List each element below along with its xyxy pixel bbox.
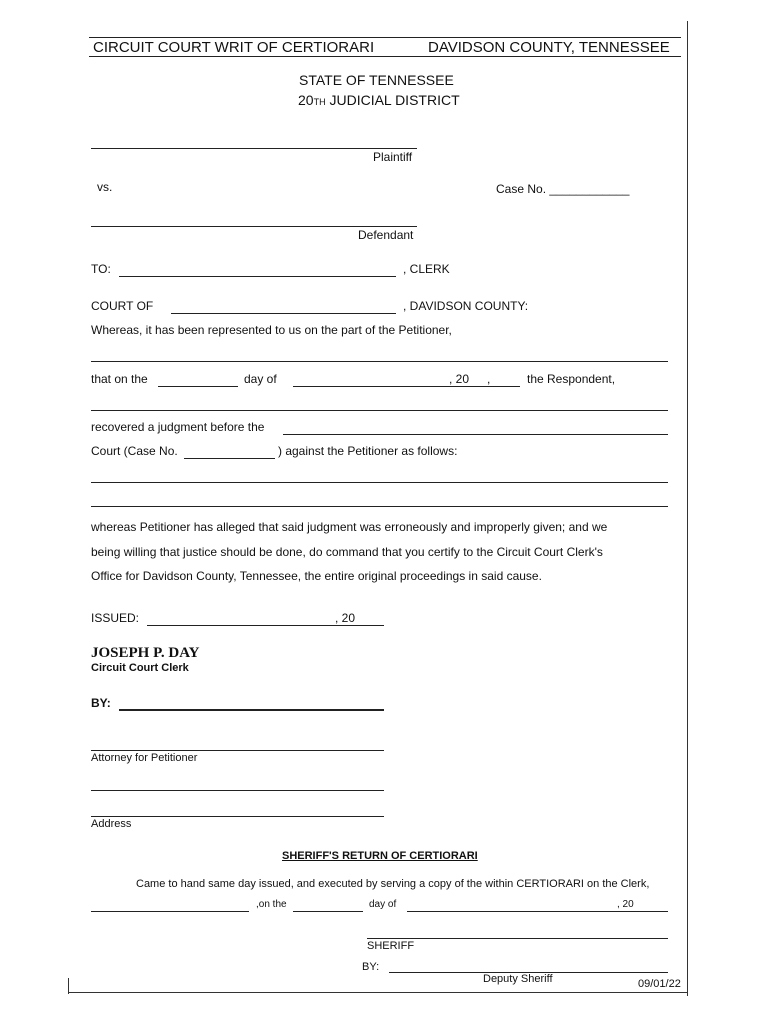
- district-number: 20: [298, 92, 314, 108]
- by-label: BY:: [91, 696, 111, 710]
- vs-label: vs.: [97, 180, 113, 194]
- defendant-line[interactable]: [91, 226, 417, 227]
- state-title: STATE OF TENNESSEE: [299, 72, 454, 88]
- plaintiff-line[interactable]: [91, 148, 417, 149]
- page-border-right: [687, 21, 688, 996]
- page-border-bottom: [68, 992, 687, 993]
- month-line[interactable]: [293, 386, 520, 387]
- address-line-2[interactable]: [91, 816, 384, 817]
- clerk-label: , CLERK: [403, 262, 450, 276]
- plaintiff-label: Plaintiff: [373, 150, 413, 164]
- paragraph-line-3: Office for Davidson County, Tennessee, the entire original proceedings in said cause.: [91, 569, 542, 583]
- court-case-label: Court (Case No.: [91, 444, 178, 458]
- served-day-line[interactable]: [293, 911, 363, 912]
- day-number-line[interactable]: [158, 386, 238, 387]
- sheriff-label: SHERIFF: [367, 940, 415, 952]
- davidson-county-label: , DAVIDSON COUNTY:: [403, 299, 529, 313]
- to-clerk-line[interactable]: [119, 276, 396, 277]
- deputy-by-label: BY:: [362, 961, 380, 973]
- header-bottom-rule: [89, 56, 681, 57]
- header-right-title: DAVIDSON COUNTY, TENNESSEE: [428, 39, 670, 56]
- header-top-rule: [89, 37, 681, 38]
- served-day-of-label: day of: [369, 899, 397, 910]
- served-month-line[interactable]: [407, 911, 668, 912]
- served-year-prefix: , 20: [617, 899, 634, 910]
- served-person-line[interactable]: [91, 911, 249, 912]
- on-the-label: ,on the: [256, 899, 287, 910]
- judgment-line-1[interactable]: [91, 482, 668, 483]
- form-date: 09/01/22: [638, 978, 681, 990]
- deputy-sheriff-label: Deputy Sheriff: [483, 973, 553, 985]
- paragraph-line-2: being willing that justice should be done, do command that you certify to the Circuit Court Clerk's: [91, 545, 603, 559]
- attorney-line[interactable]: [91, 750, 384, 751]
- court-of-line[interactable]: [171, 313, 396, 314]
- issued-date-line[interactable]: [147, 625, 384, 626]
- that-on-the-label: that on the: [91, 372, 148, 386]
- issued-label: ISSUED:: [91, 611, 140, 625]
- to-label: TO:: [91, 262, 111, 276]
- came-to-hand-text: Came to hand same day issued, and executed by serving a copy of the within CERTIORARI on the Clerk,: [136, 878, 650, 890]
- against-label: ) against the Petitioner as follows:: [278, 444, 458, 458]
- year-comma: ,: [487, 372, 491, 386]
- clerk-name: JOSEPH P. DAY: [91, 645, 200, 661]
- page-border-left-tick: [68, 978, 69, 994]
- recovered-label: recovered a judgment before the: [91, 420, 265, 434]
- issued-year-prefix: , 20: [335, 611, 356, 625]
- court-of-label: COURT OF: [91, 299, 154, 313]
- year-prefix-label: , 20: [449, 372, 470, 386]
- header-left-title: CIRCUIT COURT WRIT OF CERTIORARI: [93, 39, 375, 56]
- judgment-line-2[interactable]: [91, 506, 668, 507]
- address-line-1[interactable]: [91, 790, 384, 791]
- district-text: JUDICIAL DISTRICT: [325, 92, 460, 108]
- address-label: Address: [91, 818, 132, 830]
- attorney-label: Attorney for Petitioner: [91, 752, 198, 764]
- paragraph-line-1: whereas Petitioner has alleged that said judgment was erroneously and improperly given; and we: [91, 520, 608, 534]
- sheriff-signature-line[interactable]: [367, 938, 668, 939]
- defendant-label: Defendant: [358, 228, 414, 242]
- clerk-signature-line[interactable]: [119, 709, 384, 711]
- sheriff-return-heading: SHERIFF'S RETURN OF CERTIORARI: [282, 850, 478, 862]
- clerk-title: Circuit Court Clerk: [91, 662, 189, 674]
- court-case-number-line[interactable]: [184, 458, 275, 459]
- court-name-line[interactable]: [283, 434, 668, 435]
- whereas-text: Whereas, it has been represented to us on the part of the Petitioner,: [91, 323, 452, 337]
- day-of-label: day of: [244, 372, 277, 386]
- petitioner-line[interactable]: [91, 361, 668, 362]
- respondent-label: the Respondent,: [527, 372, 616, 386]
- district-title: [298, 92, 460, 108]
- case-number-field[interactable]: Case No. ____________: [496, 182, 630, 196]
- district-suffix: TH: [313, 97, 326, 107]
- respondent-line[interactable]: [91, 410, 668, 411]
